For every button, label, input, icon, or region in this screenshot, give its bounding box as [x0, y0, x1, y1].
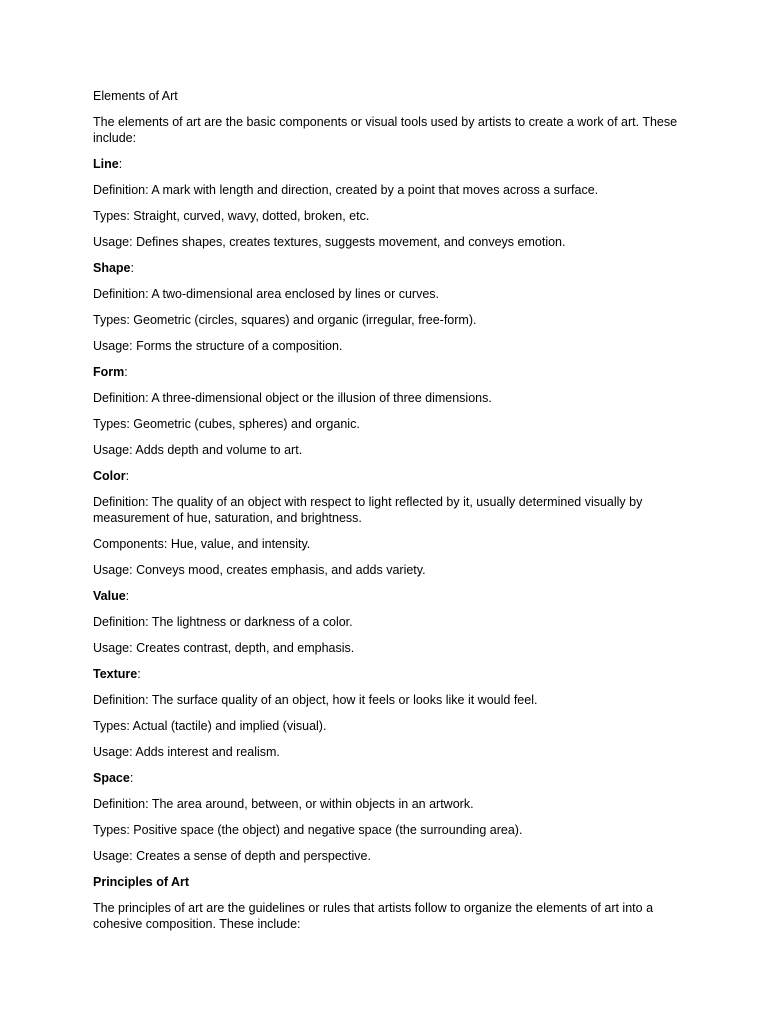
shape-usage: Usage: Forms the structure of a composition. — [93, 339, 343, 353]
color-components: Components: Hue, value, and intensity. — [93, 537, 311, 551]
texture-definition: Definition: The surface quality of an object, how it feels or looks like it would feel. — [93, 693, 538, 707]
space-types: Types: Positive space (the object) and negative space (the surrounding area). — [93, 823, 523, 837]
section-heading-value: Value: — [93, 589, 130, 603]
form-types: Types: Geometric (cubes, spheres) and organic. — [93, 417, 360, 431]
line-definition: Definition: A mark with length and direction, created by a point that moves across a surface. — [93, 183, 599, 197]
form-usage: Usage: Adds depth and volume to art. — [93, 443, 303, 457]
space-usage: Usage: Creates a sense of depth and perspective. — [93, 849, 371, 863]
texture-types: Types: Actual (tactile) and implied (visual). — [93, 719, 327, 733]
form-definition: Definition: A three-dimensional object or the illusion of three dimensions. — [93, 391, 492, 405]
texture-usage: Usage: Adds interest and realism. — [93, 745, 280, 759]
document-page — [93, 88, 693, 942]
line-types: Types: Straight, curved, wavy, dotted, broken, etc. — [93, 209, 370, 223]
color-usage: Usage: Conveys mood, creates emphasis, and adds variety. — [93, 563, 426, 577]
section-heading-color: Color: — [93, 469, 130, 483]
section-heading-texture: Texture: — [93, 667, 141, 681]
section-heading-space: Space: — [93, 771, 134, 785]
principles-intro: The principles of art are the guidelines or rules that artists follow to organize the elements of art into a cohesive composition. These include: — [93, 901, 654, 931]
shape-definition: Definition: A two-dimensional area enclosed by lines or curves. — [93, 287, 440, 301]
section-heading-shape: Shape: — [93, 261, 134, 275]
document-title: Elements of Art — [93, 89, 178, 103]
principles-heading: Principles of Art — [93, 875, 190, 889]
shape-types: Types: Geometric (circles, squares) and organic (irregular, free-form). — [93, 313, 477, 327]
section-heading-line: Line: — [93, 157, 123, 171]
space-definition: Definition: The area around, between, or within objects in an artwork. — [93, 797, 474, 811]
section-heading-form: Form: — [93, 365, 128, 379]
intro-paragraph: The elements of art are the basic components or visual tools used by artists to create a work of art. These include: — [93, 115, 678, 145]
color-definition: Definition: The quality of an object with respect to light reflected by it, usually determined visually by measurement of hue, saturation, and brightness. — [93, 495, 643, 525]
line-usage: Usage: Defines shapes, creates textures, suggests movement, and conveys emotion. — [93, 235, 566, 249]
value-definition: Definition: The lightness or darkness of a color. — [93, 615, 353, 629]
value-usage: Usage: Creates contrast, depth, and emphasis. — [93, 641, 355, 655]
